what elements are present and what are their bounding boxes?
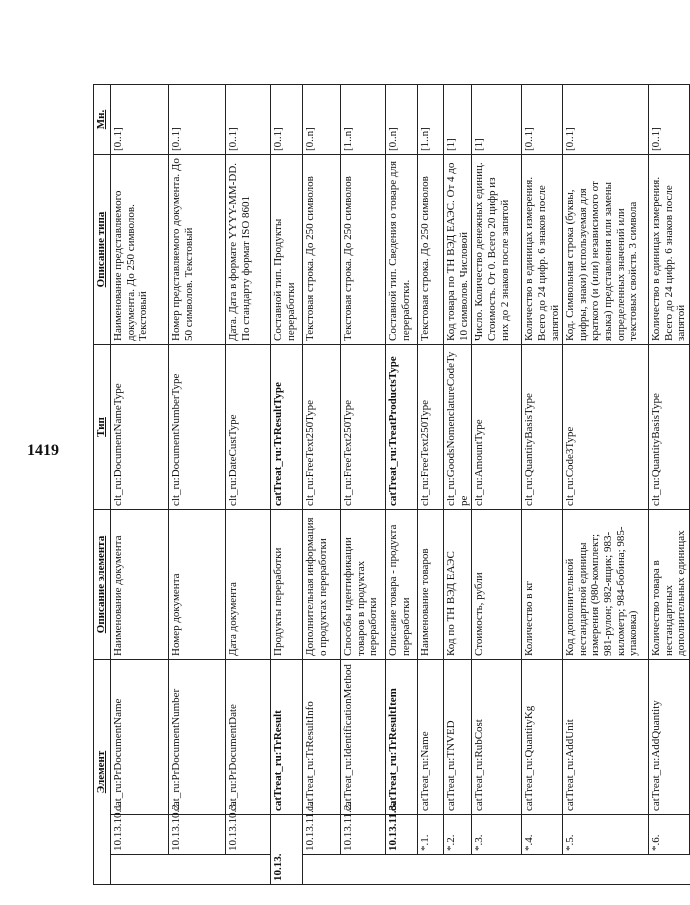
row-element-desc: Номер документа: [169, 510, 226, 660]
row-type-desc: Наименование представляемого документа. До 250 символов. Текстовый: [111, 155, 169, 345]
indent-cell: [522, 855, 563, 885]
row-number: 10.13.: [271, 815, 303, 885]
row-number: *.3.: [472, 815, 522, 855]
indent-cell: [444, 855, 472, 885]
indent-cell: [563, 855, 649, 885]
row-element-desc: Наименование документа: [111, 510, 169, 660]
row-mn: [1]: [444, 85, 472, 155]
row-type: clt_ru:FreeText250Type: [341, 345, 386, 510]
row-mn: [0..n]: [303, 85, 341, 155]
row-element-desc: Код по ТН ВЭД ЕАЭС: [444, 510, 472, 660]
row-element: catTreat_ru:TrResult: [271, 660, 303, 815]
row-number: *.2.: [444, 815, 472, 855]
table-row: [303, 85, 341, 885]
row-mn: [0..1]: [649, 85, 690, 155]
row-mn: [0..1]: [111, 85, 169, 155]
row-element: catTreat_ru:AddQuantity: [649, 660, 690, 815]
page-number: 1419: [27, 442, 59, 459]
row-element: catTreat_ru:QuantityKg: [522, 660, 563, 815]
header-type: Тип: [94, 345, 111, 510]
row-mn: [1..n]: [418, 85, 444, 155]
row-type: catTreat_ru:TreatProductsType: [386, 345, 418, 510]
row-element: catTreat_ru:Name: [418, 660, 444, 815]
row-mn: [0..1]: [522, 85, 563, 155]
row-type: clt_ru:DateCustType: [226, 345, 271, 510]
row-type: clt_ru:GoodsNomenclatureCodeType: [444, 345, 472, 510]
header-element-desc: Описание элемента: [94, 510, 111, 660]
indent-cell: [226, 855, 271, 885]
row-element-desc: Количество товара в нестандартных дополнительных единицах: [649, 510, 690, 660]
row-number: *.1.: [418, 815, 444, 855]
row-element-desc: Количество в кг: [522, 510, 563, 660]
row-mn: [0..1]: [563, 85, 649, 155]
row-number: *.5.: [563, 815, 649, 855]
indent-cell: [418, 855, 444, 885]
row-type: catTreat_ru:TrResultType: [271, 345, 303, 510]
row-mn: [0..1]: [226, 85, 271, 155]
row-mn: [1]: [472, 85, 522, 155]
row-number: *.6.: [649, 815, 690, 855]
row-type: clt_ru:QuantityBasisType: [649, 345, 690, 510]
header-element: Элемент: [94, 660, 111, 885]
row-type-desc: Дата. Дата в формате YYYY-MM-DD. По стандарту формат ISO 8601: [226, 155, 271, 345]
row-element-desc: Стоимость, рубли: [472, 510, 522, 660]
table-row: [111, 85, 169, 885]
row-type-desc: Текстовая строка. До 250 символов: [418, 155, 444, 345]
indent-cell: [169, 855, 226, 885]
table-row: [271, 85, 303, 885]
row-element: cat_ru:PrDocumentNumber: [169, 660, 226, 815]
table-row: [169, 85, 226, 885]
row-type-desc: Текстовая строка. До 250 символов: [303, 155, 341, 345]
row-type: clt_ru:Code3Type: [563, 345, 649, 510]
row-number: 10.13.10.2.: [169, 815, 226, 855]
row-element: catTreat_ru:IdentificationMethod: [341, 660, 386, 815]
row-element: cat_ru:PrDocumentDate: [226, 660, 271, 815]
row-number: *.4.: [522, 815, 563, 855]
header-mn: Мн.: [94, 85, 111, 155]
row-element: catTreat_ru:AddUnit: [563, 660, 649, 815]
row-element: catTreat_ru:TrResultItem: [386, 660, 418, 815]
row-element-desc: Код дополнительной нестандартной единицы измерения (980-комплект; 981-рулон; 982-ящик; 983-километр; 984-бобина; 985-упаковка): [563, 510, 649, 660]
header-type-desc: Описание типа: [94, 155, 111, 345]
row-element-desc: Наименование товаров: [418, 510, 444, 660]
row-mn: [1..n]: [341, 85, 386, 155]
row-element-desc: Продукты переработки: [271, 510, 303, 660]
row-mn: [0..n]: [386, 85, 418, 155]
row-element-desc: Описание товара - продукта переработки: [386, 510, 418, 660]
row-type: clt_ru:AmountType: [472, 345, 522, 510]
elements-table: [93, 84, 690, 885]
row-type: clt_ru:FreeText250Type: [303, 345, 341, 510]
indent-cell: [111, 855, 169, 885]
row-element: catTreat_ru:RubCost: [472, 660, 522, 815]
indent-cell: [303, 855, 341, 885]
row-element: catTreat_ru:TrResultInfo: [303, 660, 341, 815]
table-row: [472, 85, 522, 885]
row-element: catTreat_ru:TNVED: [444, 660, 472, 815]
row-number: 10.13.11.1.: [303, 815, 341, 855]
rotated-table-container: [93, 85, 688, 885]
table-row: [522, 85, 563, 885]
row-type-desc: Текстовая строка. До 250 символов: [341, 155, 386, 345]
row-type-desc: Составной тип. Продукты переработки: [271, 155, 303, 345]
row-type-desc: Код. Символьная строка (буквы, цифры, знаки) используемая для краткого (и (или) независимого от языка) представления или замены определенных значений или текстовых свойств. 3 символа: [563, 155, 649, 345]
table-row: [226, 85, 271, 885]
row-number: 10.13.10.1.: [111, 815, 169, 855]
indent-cell: [472, 855, 522, 885]
row-type-desc: Число. Количество денежных единиц. Стоимость. От 0. Всего 20 цифр из них до 2 знаков после запятой: [472, 155, 522, 345]
table-row: [341, 85, 386, 885]
table-row: [649, 85, 690, 885]
table-row: [386, 85, 418, 885]
row-mn: [0..1]: [271, 85, 303, 155]
row-number: 10.13.10.3.: [226, 815, 271, 855]
row-type-desc: Номер представляемого документа. До 50 символов. Текстовый: [169, 155, 226, 345]
indent-cell: [386, 855, 418, 885]
row-number: 10.13.11.2.: [341, 815, 386, 855]
indent-cell: [341, 855, 386, 885]
table-row: [444, 85, 472, 885]
row-element-desc: Дополнительная информация о продуктах переработки: [303, 510, 341, 660]
row-element-desc: Способы идентификации товаров в продуктах переработки: [341, 510, 386, 660]
indent-cell: [649, 855, 690, 885]
row-number: 10.13.11.3.: [386, 815, 418, 855]
row-type-desc: Количество в единицах измерения. Всего до 24 цифр. 6 знаков после запятой: [522, 155, 563, 345]
row-element-desc: Дата документа: [226, 510, 271, 660]
row-type: clt_ru:QuantityBasisType: [522, 345, 563, 510]
table-header-row: [94, 85, 111, 885]
row-type: clt_ru:FreeText250Type: [418, 345, 444, 510]
row-type: clt_ru:DocumentNameType: [111, 345, 169, 510]
table-row: [418, 85, 444, 885]
row-element: cat_ru:PrDocumentName: [111, 660, 169, 815]
table-row: [563, 85, 649, 885]
row-mn: [0..1]: [169, 85, 226, 155]
row-type: clt_ru:DocumentNumberType: [169, 345, 226, 510]
row-type-desc: Код товара по ТН ВЭД ЕАЭС. От 4 до 10 символов. Числовой: [444, 155, 472, 345]
row-type-desc: Количество в единицах измерения. Всего до 24 цифр. 6 знаков после запятой: [649, 155, 690, 345]
row-type-desc: Составной тип. Сведения о товаре для переработки.: [386, 155, 418, 345]
